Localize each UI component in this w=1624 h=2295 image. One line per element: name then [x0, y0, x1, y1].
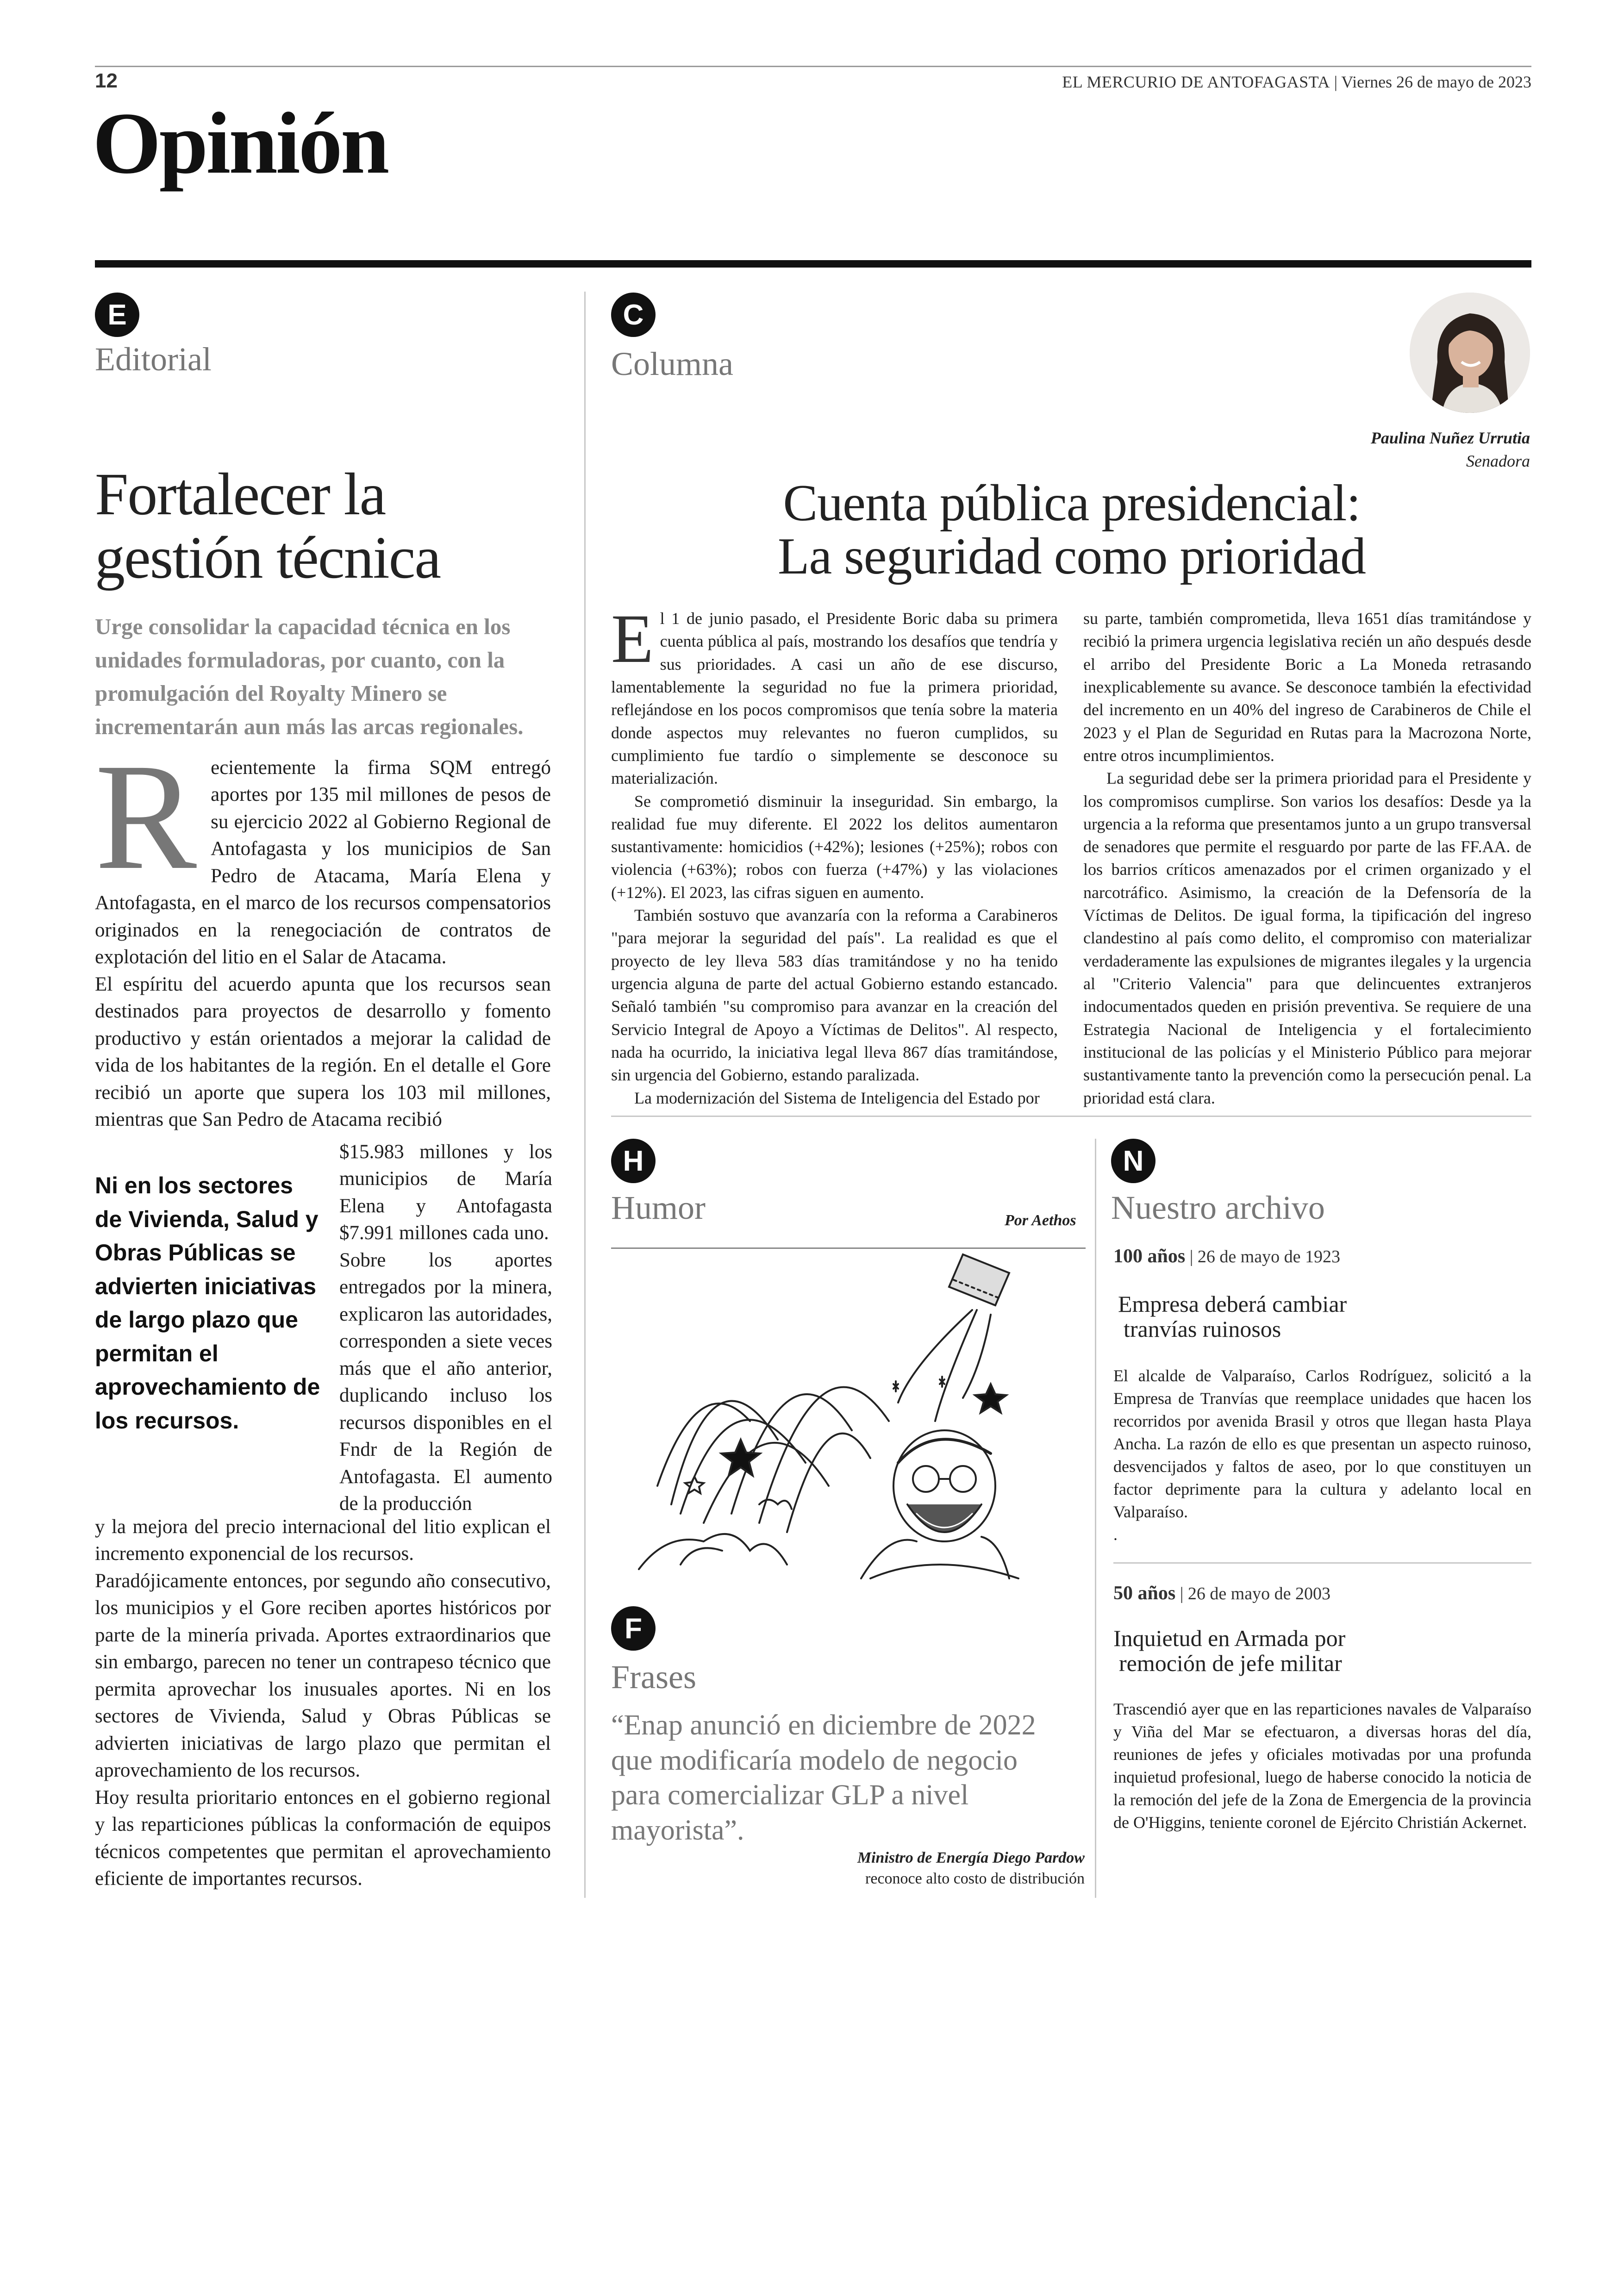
- author-photo: [1410, 293, 1530, 413]
- editorial-dek: Urge consolidar la capacidad técnica en los unidades formuladoras, por cuanto, con la promulgación del Royalty Minero se incrementarán aun más las arcas regionales.: [95, 614, 524, 740]
- archive-date: 26 de mayo de 1923: [1197, 1247, 1340, 1266]
- editorial-body-bottom: [95, 1514, 551, 1893]
- frases-speaker: Ministro de Energía Diego Pardow: [857, 1849, 1085, 1866]
- column-headline-line: Cuenta pública presidencial:: [783, 474, 1361, 532]
- column-divider-right: [1095, 1139, 1096, 1898]
- editorial-paragraph: y la mejora del precio internacional del litio explican el incremento exponencial de los recursos.: [95, 1516, 551, 1565]
- archive-years: 100 años: [1113, 1246, 1186, 1267]
- humor-badge: H: [611, 1139, 656, 1183]
- column-author: Paulina Nuñez Urrutia: [1370, 429, 1530, 447]
- editorial-paragraph: ecientemente la firma SQM entregó aportes por 135 mil millones de pesos de su ejercicio 2022 al Gobierno Regional de Antofagasta y los municipios de San Pedro de Atacama, María Elena y Antofagasta, en el marco de los recursos compensatorios originados en la renegociación de contratos de explotación del litio en el Salar de Atacama.: [95, 757, 551, 968]
- column-headline-line: La seguridad como prioridad: [778, 528, 1366, 586]
- archive-item-body: [1113, 1698, 1531, 1834]
- editorial-body-narrow: [339, 1139, 552, 1518]
- editorial-headline-line: Fortalecer la: [95, 461, 386, 528]
- editorial-pullquote: Ni en los sectores de Vivienda, Salud y Obras Públicas se advierten iniciativas de largo plazo que permitan el aprovechamiento de los recursos.: [95, 1172, 320, 1434]
- archive-item-headline: [1118, 1291, 1525, 1341]
- archive-item-date: 100 años | 26 de mayo de 1923: [1113, 1246, 1340, 1267]
- column-paragraph: su parte, también comprometida, lleva 1651 días tramitándose y recibió la primera urgencia legislativa recién un año después desde el arribo del Presidente Boric a La Moneda retrasando inexplicablemente su avance. Se desconoce también la efectividad del incremento en un 40% del ingreso de Carabineros de Chile el 2023 y el Plan de Seguridad en Rutas para la Macrozona Norte, entre otros incumplimientos.: [1083, 609, 1531, 765]
- archive-body-text: El alcalde de Valparaíso, Carlos Rodríguez, solicitó a la Empresa de Tranvías que reemplace unidades que hacen los recorridos por avenida Brasil y otros que llegan hasta Playa Ancha. La razón de ello es que presentan un aspecto ruinoso, desvencijados y faltos de aseo, por lo que constituyen un factor deprimente para la cultura y adelanto local en Valparaíso.: [1113, 1366, 1531, 1521]
- editorial-paragraph: Hoy resulta prioritario entonces en el gobierno regional y las reparticiones públicas la conformación de equipos técnicos competentes que permitan el aprovechamiento eficiente de importantes recursos.: [95, 1786, 551, 1890]
- editorial-headline: [95, 463, 558, 589]
- column-paragraph: Se comprometió disminuir la inseguridad. Sin embargo, la realidad fue muy diferente. El 2022 los delitos aumentaron sustantivamente: homicidios (+42%); lesiones (+25%); robos con violencia (+63%); robos con fuerza (+47%) y las violaciones (+12%). El 2023, las cifras siguen en aumento.: [611, 792, 1058, 902]
- column-paragraph: [611, 600, 1058, 790]
- archive-body-tail: .: [1113, 1525, 1118, 1544]
- column-divider-left: [584, 292, 586, 1898]
- issue-date: Viernes 26 de mayo de 2023: [1341, 73, 1531, 91]
- editorial-label: Editorial: [95, 341, 212, 378]
- editorial-paragraph: $15.983 millones y los municipios de María Elena y Antofagasta $7.991 millones cada uno.: [339, 1141, 552, 1244]
- column-paragraph: También sostuvo que avanzaría con la reforma a Carabineros "para mejorar la seguridad del país". La realidad es que el proyecto de ley lleva 583 días tramitándose y no ha tenido urgencia alguna de parte del actual Gobierno estando estancado. Señaló también "su compromiso para avanzar en la creación del Servicio Integral de Apoyo a Víctimas de Delitos". Al respecto, nada ha ocurrido, la iniciativa legal lleva 867 días tramitándose, sin urgencia del Gobierno, estando paralizada.: [611, 906, 1058, 1085]
- humor-cartoon: [611, 1245, 1086, 1583]
- page-number: 12: [95, 69, 118, 92]
- frases-context: reconoce alto costo de distribución: [865, 1870, 1085, 1887]
- archive-years: 50 años: [1113, 1583, 1176, 1604]
- archive-divider: [1113, 1562, 1531, 1564]
- archive-item-headline: [1113, 1626, 1530, 1676]
- editorial-paragraph: El espíritu del acuerdo apunta que los recursos sean destinados para proyectos de desarrollo y fomento productivo y están orientados a mejorar la calidad de vida de los habitantes de la región. En el detalle el Gore recibió un aporte que supera los 103 mil millones, mientras que San Pedro de Atacama recibió: [95, 973, 551, 1131]
- column-headline: [611, 474, 1532, 586]
- newspaper-name: EL MERCURIO DE ANTOFAGASTA: [1062, 73, 1330, 91]
- column-badge: C: [611, 293, 656, 337]
- frases-quote: “Enap anunció en diciembre de 2022 que modificaría modelo de negocio para comercializar GLP a nivel mayorista”.: [611, 1709, 1036, 1846]
- editorial-dropcap: R: [95, 732, 197, 901]
- masthead: EL MERCURIO DE ANTOFAGASTA | Viernes 26 de mayo de 2023: [1062, 73, 1531, 91]
- archive-date: 26 de mayo de 2003: [1187, 1584, 1330, 1603]
- archive-label: Nuestro archivo: [1111, 1189, 1325, 1226]
- editorial-badge: E: [95, 293, 139, 337]
- frases-badge: F: [611, 1606, 656, 1651]
- humor-byline: Por Aethos: [1005, 1212, 1076, 1229]
- archive-item-date: 50 años | 26 de mayo de 2003: [1113, 1583, 1330, 1604]
- archive-headline-line: Inquietud en Armada por: [1113, 1625, 1346, 1651]
- humor-label: Humor: [611, 1189, 706, 1226]
- column-label: Columna: [611, 345, 733, 382]
- section-rule: [95, 260, 1531, 268]
- frases-label: Frases: [611, 1659, 696, 1696]
- section-title: Opinión: [93, 95, 388, 192]
- column-dropcap: E: [611, 600, 654, 677]
- author-portrait-icon: [1410, 293, 1530, 413]
- editorial-paragraph: Sobre los aportes entregados por la minera, explicaron las autoridades, corresponden a siete veces más que el año anterior, duplicando incluso los recursos disponibles en el Fndr de la Región de Antofagasta. El aumento de la producción: [339, 1249, 552, 1515]
- column-text-right: [1083, 607, 1531, 1110]
- column-bottom-rule: [611, 1116, 1531, 1117]
- column-author-role: Senadora: [1466, 452, 1530, 470]
- cartoon-drawing-icon: [611, 1245, 1086, 1583]
- editorial-paragraph: Paradójicamente entonces, por segundo año consecutivo, los municipios y el Gore reciben aportes históricos por parte de la minería privada. Aportes extraordinarios que sin embargo, parecen no tener un contrapeso técnico que permita aprovechar los inusuales aportes. Ni en los sectores de Vivienda, Salud y Obras Públicas se advierten iniciativas de largo plazo que permitan el aprovechamiento de los recursos.: [95, 1570, 551, 1782]
- editorial-headline-line: gestión técnica: [95, 524, 441, 591]
- archive-headline-line: remoción de jefe militar: [1119, 1650, 1342, 1676]
- archive-headline-line: tranvías ruinosos: [1124, 1316, 1281, 1342]
- editorial-body-top: [95, 732, 551, 1134]
- column-paragraph-text: l 1 de junio pasado, el Presidente Boric daba su primera cuenta pública al país, mostrando los desafíos que tendría y sus prioridades. A casi un año de ese discurso, lamentablemente la seguridad no fue la primera prioridad, reflejándose en los pocos compromisos que tenía sobre la materia donde aspectos muy relevantes no fueron cumplidos, su cumplimiento fue tardío o simplemente se desconoce su materialización.: [611, 609, 1058, 788]
- archive-badge: N: [1111, 1139, 1156, 1183]
- column-paragraph: La modernización del Sistema de Inteligencia del Estado por: [634, 1088, 1040, 1107]
- archive-body-text: Trascendió ayer que en las reparticiones navales de Valparaíso y Viña del Mar se efectuaron, a diversas horas del día, reuniones de jefes y oficiales motivadas por una profunda inquietud profesional, luego de haberse conocido la noticia de la remoción del jefe de la Zona de Emergencia de la provincia de O'Higgins, teniente coronel de Ejército Christián Ackernet.: [1113, 1700, 1531, 1832]
- column-paragraph: La seguridad debe ser la primera prioridad para el Presidente y los compromisos cumplirse. Son varios los desafíos: Desde ya la urgencia a la reforma que presentamos junto a un grupo transversal de senadores que permite el resguardo por parte de las FF.AA. de los barrios críticos amenazados por el crimen organizado y el narcotráfico. Asimismo, la creación de la Defensoría de la Víctimas de Delitos. De igual forma, la tipificación del ingreso clandestino al país como delito, el compromiso con materializar verdaderamente las expulsiones de migrantes ilegales y la urgencia al "Criterio Valencia" para que delincuentes extranjeros indocumentados queden en prisión preventiva. Se requiere de una Estrategia Nacional de Inteligencia y el fortalecimiento institucional de las policías y el Ministerio Público para mejorar sustantivamente tanto la prevención como la persecución penal. La prioridad está clara.: [1083, 769, 1531, 1107]
- column-text-left: [611, 600, 1058, 1110]
- archive-headline-line: Empresa deberá cambiar: [1118, 1291, 1347, 1317]
- archive-item-body: [1113, 1365, 1531, 1546]
- top-rule: [95, 66, 1531, 67]
